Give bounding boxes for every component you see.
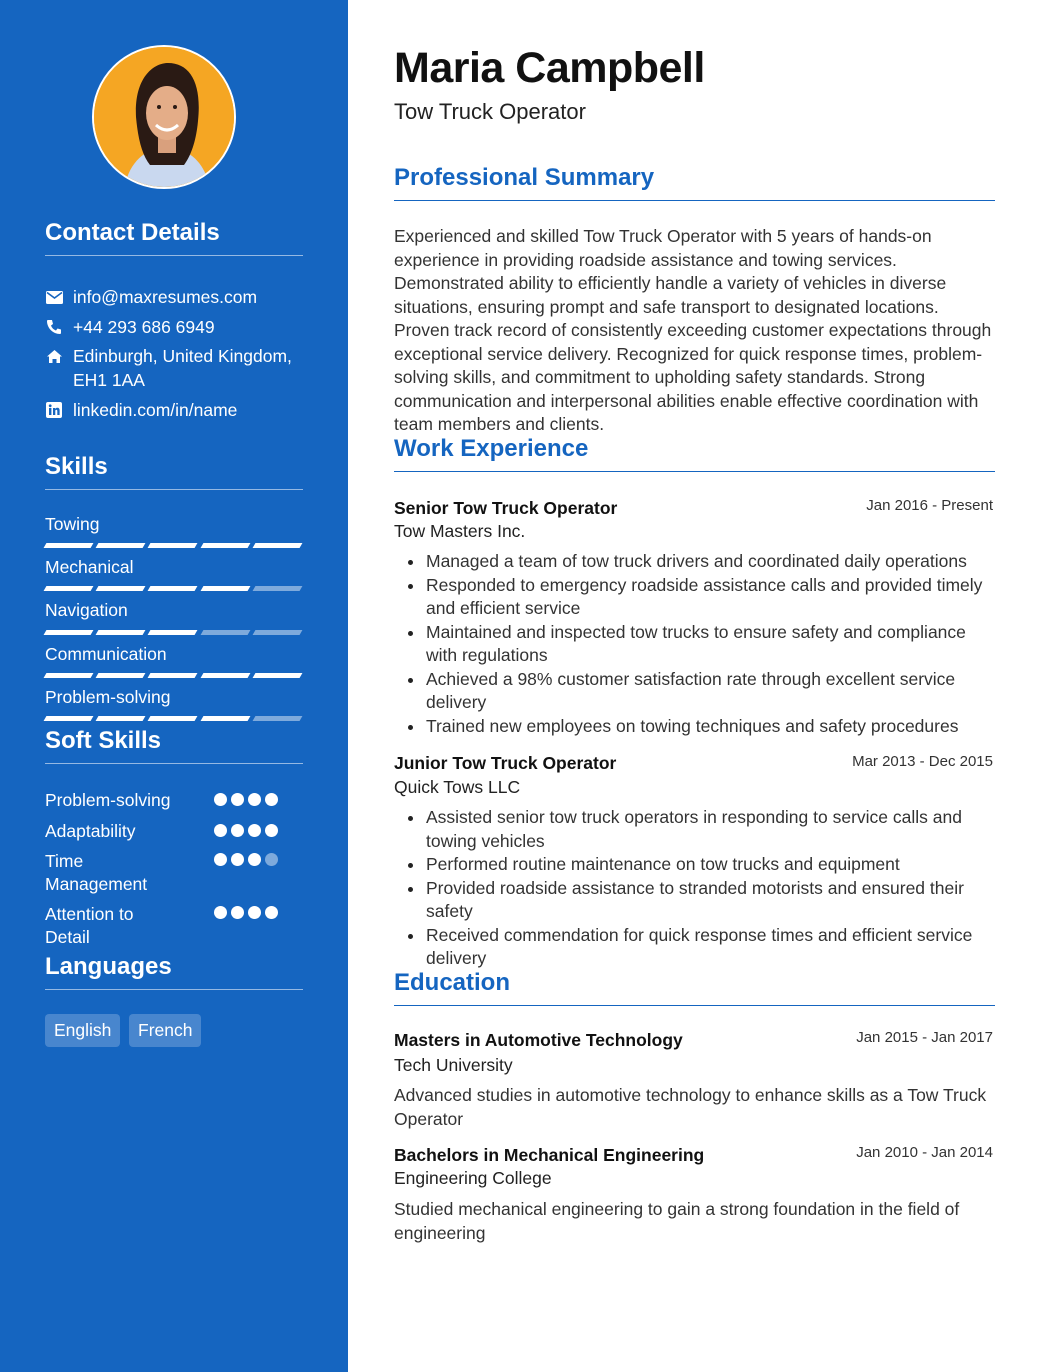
skill-bar-segment <box>44 716 94 721</box>
candidate-name: Maria Campbell <box>394 44 705 92</box>
skill-bar-segment <box>252 586 302 591</box>
job-company: Tow Masters Inc. <box>394 521 526 541</box>
degree-title: Masters in Automotive Technology <box>394 1030 683 1050</box>
list-item: Managed a team of tow truck drivers and coordinated daily operations <box>394 550 995 574</box>
skill-bar-segment <box>148 673 198 678</box>
skill-bar-segment <box>200 630 250 635</box>
contact-address-text: Edinburgh, United Kingdom, EH1 1AA <box>73 346 292 390</box>
skill-bar-segment <box>252 630 302 635</box>
skill-bar-segment <box>44 543 94 548</box>
education-description: Advanced studies in automotive technology to enhance skills as a Tow Truck Operator <box>394 1085 987 1129</box>
job-title: Senior Tow Truck Operator <box>394 498 618 518</box>
rating-dot <box>231 853 244 866</box>
skill-bar <box>45 673 301 678</box>
skill-bar-segment <box>96 543 146 548</box>
education-date: Jan 2010 - Jan 2014 <box>856 1144 993 1161</box>
avatar <box>92 45 236 189</box>
rating-dot <box>248 824 261 837</box>
list-item: Achieved a 98% customer satisfaction rate through excellent service delivery <box>394 668 995 715</box>
contact-email-text: info@maxresumes.com <box>73 287 258 307</box>
soft-skill-label: Problem-solving <box>45 790 171 810</box>
list-item: Assisted senior tow truck operators in responding to service calls and towing vehicles <box>394 806 995 853</box>
skill-bar-segment <box>200 586 250 591</box>
skill-bar-segment <box>96 586 146 591</box>
education-description: Studied mechanical engineering to gain a strong foundation in the field of engineering <box>394 1199 960 1243</box>
list-item: Maintained and inspected tow trucks to ensure safety and compliance with regulations <box>394 621 995 668</box>
list-item: Performed routine maintenance on tow trucks and equipment <box>394 853 995 877</box>
skill-bar-segment <box>200 673 250 678</box>
rating-dot <box>248 853 261 866</box>
sidebar <box>0 0 348 1372</box>
skill-bar-segment <box>96 716 146 721</box>
soft-skill-label: Attention to Detail <box>45 904 134 947</box>
profile-photo <box>94 47 236 189</box>
contact-email[interactable] <box>45 285 305 309</box>
skill-label: Problem-solving <box>45 687 171 707</box>
rating-dot <box>231 793 244 806</box>
education-date: Jan 2015 - Jan 2017 <box>856 1029 993 1046</box>
list-item: Trained new employees on towing techniques and safety procedures <box>394 715 995 739</box>
contact-phone[interactable] <box>45 315 305 339</box>
rating-dot <box>265 853 278 866</box>
job-title-header: Tow Truck Operator <box>394 99 586 124</box>
summary-heading: Professional Summary <box>394 164 995 201</box>
contact-phone-text: +44 293 686 6949 <box>73 317 215 337</box>
summary-text: Experienced and skilled Tow Truck Operator with 5 years of hands-on experience in providing roadside assistance and towing services. Demonstrated ability to efficiently handle a variety of vehicles in diverse situations, ensuring prompt and safe transport to designated locations. Proven track record of consistently exceeding customer expectations through exceptional service delivery. Recognized for quick response times, problem-solving skills, and commitment to upholding safety standards. Strong communication and interpersonal abilities enable effective coordination with team members and clients. <box>394 226 992 434</box>
skill-bar-segment <box>252 673 302 678</box>
school-name: Tech University <box>394 1055 513 1075</box>
skill-bar-segment <box>200 543 250 548</box>
education-heading: Education <box>394 969 995 1006</box>
skill-bar-segment <box>252 716 302 721</box>
skill-label: Navigation <box>45 600 128 620</box>
rating-dot <box>231 906 244 919</box>
skill-bar-segment <box>252 543 302 548</box>
home-icon <box>45 346 63 366</box>
envelope-icon <box>45 287 63 307</box>
skill-bar-segment <box>44 630 94 635</box>
job-bullets <box>394 550 995 738</box>
rating-dot <box>214 906 227 919</box>
list-item: Responded to emergency roadside assistance calls and provided timely and efficient service <box>394 574 995 621</box>
skill-bar-segment <box>96 673 146 678</box>
contact-heading: Contact Details <box>45 219 303 256</box>
language-tag: English <box>45 1014 120 1047</box>
language-tag: French <box>129 1014 201 1047</box>
rating-dot <box>265 906 278 919</box>
rating-dot <box>214 824 227 837</box>
experience-heading: Work Experience <box>394 435 995 472</box>
skill-bar-segment <box>96 630 146 635</box>
soft-skills-heading: Soft Skills <box>45 727 303 764</box>
rating-dot <box>265 824 278 837</box>
skill-bar-segment <box>148 716 198 721</box>
rating-dot <box>214 793 227 806</box>
contact-linkedin-text: linkedin.com/in/name <box>73 400 238 420</box>
rating-dot <box>248 906 261 919</box>
soft-skill-label: Adaptability <box>45 821 136 841</box>
degree-title: Bachelors in Mechanical Engineering <box>394 1145 705 1165</box>
list-item: Provided roadside assistance to stranded motorists and ensured their safety <box>394 877 995 924</box>
rating-dot <box>214 853 227 866</box>
soft-skill-label: Time Management <box>45 851 148 894</box>
job-company: Quick Tows LLC <box>394 777 521 797</box>
job-title: Junior Tow Truck Operator <box>394 753 617 773</box>
job-date: Jan 2016 - Present <box>866 497 993 514</box>
list-item: Received commendation for quick response times and efficient service delivery <box>394 924 995 971</box>
soft-skill-dots <box>214 793 278 806</box>
rating-dot <box>231 824 244 837</box>
linkedin-icon <box>45 400 63 420</box>
skill-label: Towing <box>45 514 100 534</box>
soft-skill-dots <box>214 824 278 837</box>
skill-label: Mechanical <box>45 557 134 577</box>
rating-dot <box>248 793 261 806</box>
languages-heading: Languages <box>45 953 303 990</box>
skill-bar-segment <box>148 586 198 591</box>
skill-bar <box>45 543 301 548</box>
job-bullets <box>394 806 995 971</box>
phone-icon <box>45 317 63 337</box>
soft-skill-dots <box>214 906 278 919</box>
skill-bar-segment <box>44 586 94 591</box>
skill-bar-segment <box>44 673 94 678</box>
skill-bar <box>45 586 301 591</box>
rating-dot <box>265 793 278 806</box>
skill-label: Communication <box>45 644 167 664</box>
skill-bar-segment <box>148 543 198 548</box>
job-date: Mar 2013 - Dec 2015 <box>852 753 993 770</box>
contact-linkedin[interactable] <box>45 398 305 422</box>
skill-bar-segment <box>148 630 198 635</box>
contact-address <box>45 344 305 392</box>
skill-bar-segment <box>200 716 250 721</box>
skills-heading: Skills <box>45 453 303 490</box>
skill-bar <box>45 716 301 721</box>
soft-skill-dots <box>214 853 278 866</box>
school-name: Engineering College <box>394 1168 552 1188</box>
skill-bar <box>45 630 301 635</box>
